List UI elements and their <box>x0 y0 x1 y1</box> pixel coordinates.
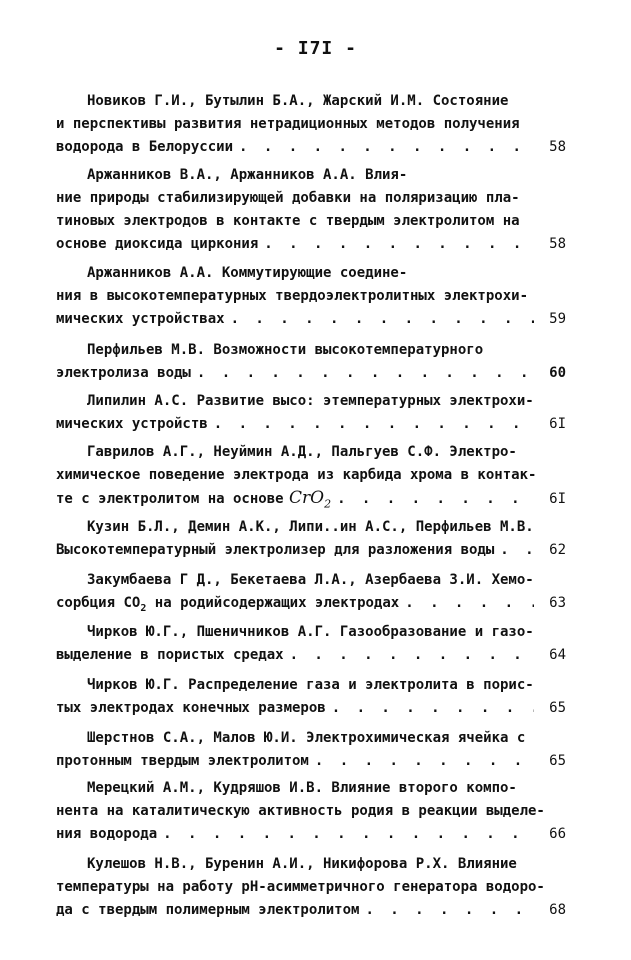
dot-leader <box>231 308 534 331</box>
dot-leader <box>239 136 534 159</box>
entry-line: основе диоксида циркония <box>56 236 259 252</box>
toc-entry <box>56 777 566 846</box>
chemical-formula: $CO_2$ <box>123 595 147 614</box>
entry-line: тых электродах конечных размеров <box>56 700 326 716</box>
toc-entry <box>56 390 566 436</box>
entry-page-number: 62 <box>549 542 566 558</box>
entry-line: Кулешов Н.В., Буренин А.И., Никифорова Р.Х. Влияние <box>87 856 517 872</box>
entry-page-number: 65 <box>549 753 566 769</box>
entry-page-number: 63 <box>549 595 566 611</box>
entry-page-number: 66 <box>549 826 566 842</box>
dot-leader <box>365 899 534 922</box>
entry-line: электролиза воды <box>56 365 191 381</box>
entry-last-line <box>56 487 566 510</box>
toc-entry <box>56 339 566 385</box>
entry-line: мических устройствах <box>56 311 225 327</box>
toc-entry <box>56 90 566 159</box>
entry-line: тиновых электродов в контакте с твердым электролитом на <box>56 213 520 229</box>
entry-line: мических устройств <box>56 416 208 432</box>
entry-line: Кузин Б.Л., Демин А.К., Липи..ин А.С., Перфильев М.В. <box>87 519 534 535</box>
entry-line: протонным твердым электролитом <box>56 753 309 769</box>
entry-last-line <box>56 899 566 922</box>
entry-line: сорбция <box>56 595 116 611</box>
dot-leader <box>290 644 534 667</box>
entry-line: Гаврилов А.Г., Неуймин А.Д., Пальгуев С.Ф. Электро- <box>87 444 517 460</box>
entry-last-line <box>56 697 566 720</box>
entry-last-line <box>56 362 566 385</box>
entry-line: Липилин А.С. Развитие высо: этемпературных электрохи- <box>87 393 534 409</box>
entry-page-number: 65 <box>549 700 566 716</box>
entry-line: Шерстнов С.А., Малов Ю.И. Электрохимическая ячейка с <box>87 730 526 746</box>
toc-entry <box>56 441 566 510</box>
toc-entry <box>56 621 566 667</box>
entry-last-line <box>56 308 566 331</box>
dot-leader <box>405 592 534 615</box>
entry-line: Высокотемпературный электролизер для разложения воды <box>56 542 495 558</box>
entry-line: Аржанников А.А. Коммутирующие соедине- <box>87 265 408 281</box>
entry-line: Новиков Г.И., Бутылин Б.А., Жарский И.М. Состояние <box>87 93 509 109</box>
dot-leader <box>197 362 534 385</box>
toc-entry <box>56 262 566 331</box>
entry-line: выделение в пористых средах <box>56 647 284 663</box>
entry-line: нента на каталитическую активность родия в реакции выделе- <box>56 803 545 819</box>
entry-line: Перфильев М.В. Возможности высокотемпературного <box>87 342 484 358</box>
dot-leader <box>500 539 534 562</box>
entry-page-number: 68 <box>549 902 566 918</box>
toc-entry <box>56 569 566 615</box>
toc-entry <box>56 727 566 773</box>
dot-leader <box>214 413 534 436</box>
entry-line: Чирков Ю.Г., Пшеничников А.Г. Газообразование и газо- <box>87 624 534 640</box>
entry-line: ние природы стабилизирующей добавки на поляризацию пла- <box>56 190 520 206</box>
entry-line: да с твердым полимерным электролитом <box>56 902 360 918</box>
entry-line: и перспективы развития нетрадиционных методов получения <box>56 116 520 132</box>
dot-leader <box>163 823 534 846</box>
toc-entry <box>56 164 566 256</box>
entry-line: ния в высокотемпературных твердоэлектролитных электрохи- <box>56 288 529 304</box>
dot-leader <box>264 233 534 256</box>
toc-entry <box>56 674 566 720</box>
chemical-formula: CrO$_2$ <box>288 488 332 511</box>
entry-line: Закумбаева Г Д., Бекетаева Л.А., Азербаева З.И. Хемо- <box>87 572 534 588</box>
entry-line: водорода в Белоруссии <box>56 139 234 155</box>
dot-leader <box>315 750 534 773</box>
entry-last-line <box>56 233 566 256</box>
entry-line: те с электролитом на основе <box>56 491 284 507</box>
entry-page-number: 6I <box>549 491 566 507</box>
toc-entry <box>56 516 566 562</box>
entry-last-line <box>56 136 566 159</box>
entry-page-number: 6I <box>549 416 566 432</box>
entry-page-number: 60 <box>549 365 566 381</box>
entry-page-number: 58 <box>549 236 566 252</box>
page-number: - I7I - <box>274 38 357 59</box>
entry-page-number: 59 <box>549 311 566 327</box>
entry-last-line <box>56 644 566 667</box>
entry-line: температуры на работу pH-асимметричного генератора водоро- <box>56 879 545 895</box>
entry-line: Чирков Ю.Г. Распределение газа и электролита в порис- <box>87 677 534 693</box>
dot-leader <box>337 488 534 511</box>
entry-page-number: 64 <box>549 647 566 663</box>
entry-line: Аржанников В.А., Аржанников А.А. Влия- <box>87 167 408 183</box>
entry-line: химическое поведение электрода из карбида хрома в контак- <box>56 467 537 483</box>
entry-last-line <box>56 750 566 773</box>
entry-page-number: 58 <box>549 139 566 155</box>
entry-last-line <box>56 539 566 562</box>
entry-line: на родийсодержащих электродах <box>154 595 400 611</box>
toc-entry <box>56 853 566 922</box>
dot-leader <box>332 697 534 720</box>
entry-last-line <box>56 592 566 615</box>
entry-line: Мерецкий А.М., Кудряшов И.В. Влияние второго компо- <box>87 780 517 796</box>
entry-line: ния водорода <box>56 826 158 842</box>
entry-last-line <box>56 823 566 846</box>
entry-last-line <box>56 413 566 436</box>
